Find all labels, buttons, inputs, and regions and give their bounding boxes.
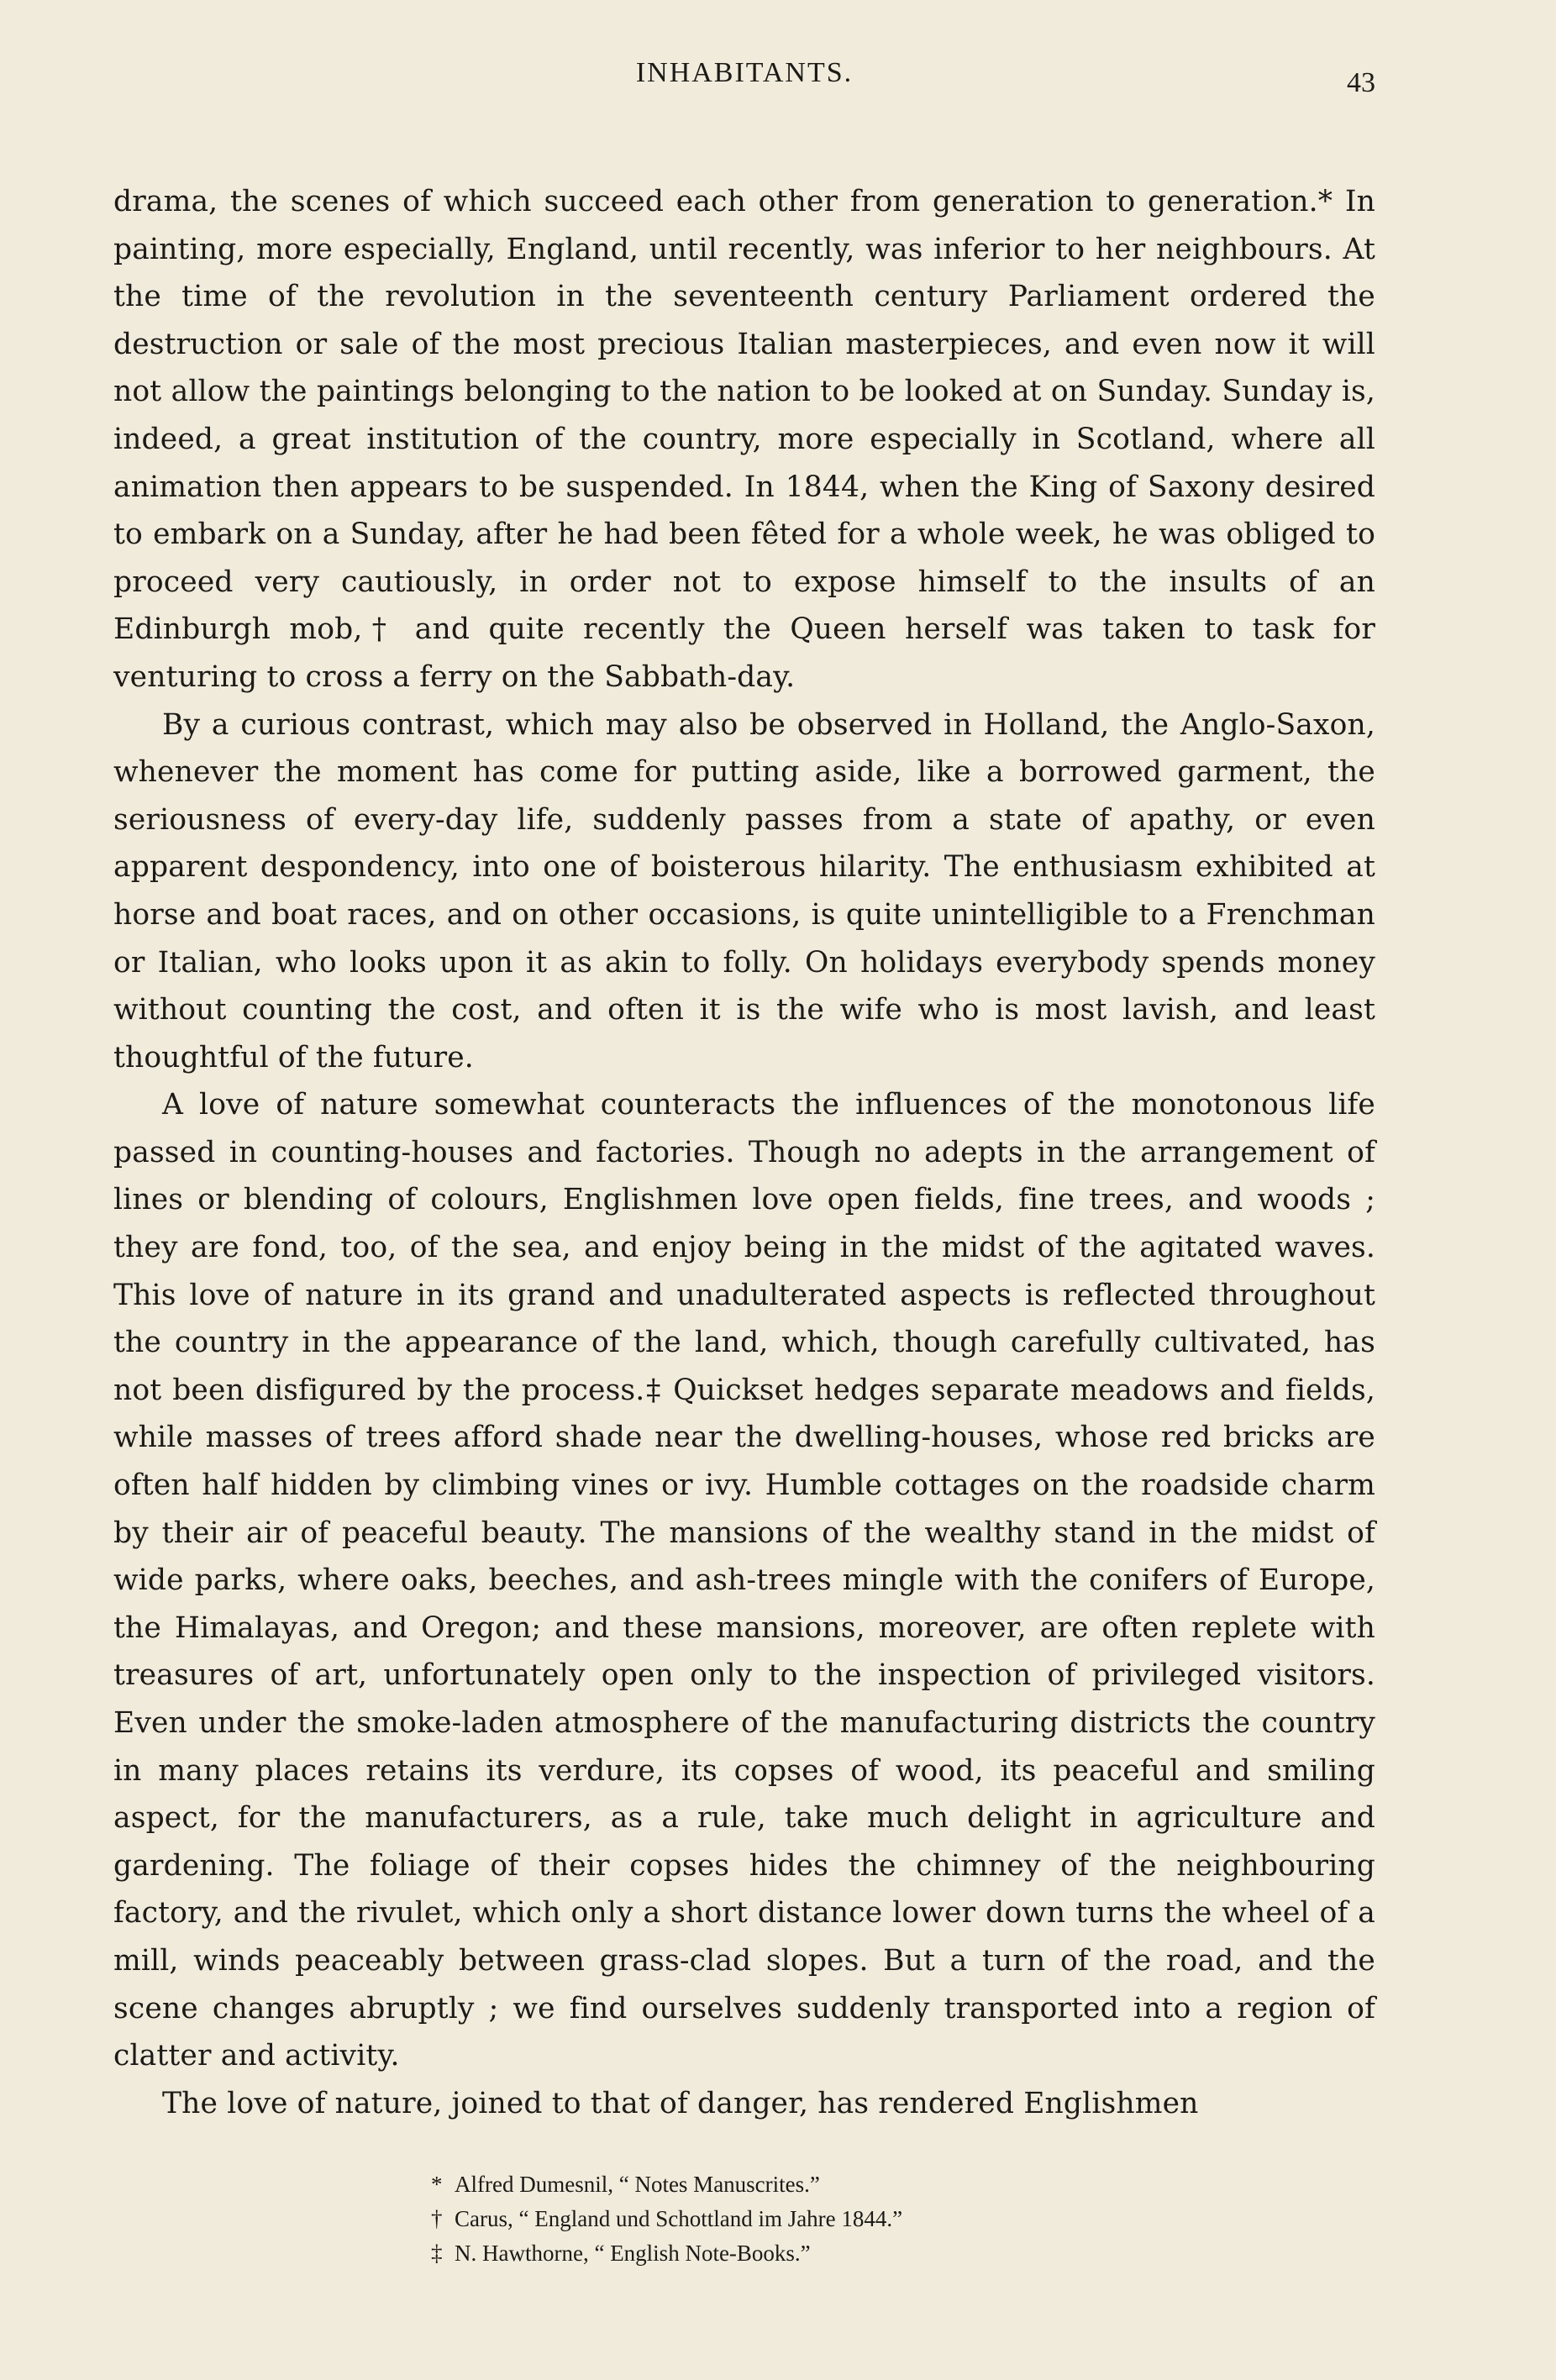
running-head <box>113 50 1375 96</box>
footnote-1 <box>431 2167 1375 2202</box>
paragraph-3: A love of nature somewhat counteracts the influences of the monotonous life passed in counting-houses and factories. Though no adepts in the arrangement of lines or blending of colours, Englishmen love open fields, fine trees, and woods ; they are fond, too, of the sea, and enjoy being in the midst of the agitated waves. This love of nature in its grand and unadulterated aspects is reflected throughout the country in the appearance of the land, which, though carefully cultivated, has not been disfigured by the process.‡ Quickset hedges separate meadows and fields, while masses of trees afford shade near the dwelling-houses, whose red bricks are often half hidden by climbing vines or ivy. Humble cottages on the roadside charm by their air of peaceful beauty. The mansions of the wealthy stand in the midst of wide parks, where oaks, beeches, and ash-trees mingle with the conifers of Europe, the Himalayas, and Oregon; and these mansions, moreover, are often replete with treasures of art, unfortunately open only to the inspection of privileged visitors. Even under the smoke-laden atmosphere of the manufacturing districts the country in many places retains its verdure, its copses of wood, its peaceful and smiling aspect, for the manufacturers, as a rule, take much delight in agriculture and gardening. The foliage of their copses hides the chimney of the neighbouring factory, and the rivulet, which only a short distance lower down turns the wheel of a mill, winds peaceably between grass-clad slopes. But a turn of the road, and the scene changes abruptly ; we find ourselves suddenly transported into a region of clatter and activity. <box>113 1088 1375 2073</box>
running-title: INHABITANTS. <box>635 57 854 88</box>
footnotes <box>113 2167 1375 2271</box>
paragraph-1: drama, the scenes of which succeed each other from generation to generation.* In painting, more especially, England, until recently, was inferior to her neighbours. At the time of the revolution in the seventeenth century Parliament ordered the destruction or sale of the most precious Italian masterpieces, and even now it will not allow the paintings belonging to the nation to be looked at on Sunday. Sunday is, indeed, a great institution of the country, more especially in Scotland, where all animation then appears to be suspended. In 1844, when the King of Saxony desired to embark on a Sunday, after he had been fêted for a whole week, he was obliged to proceed very cautiously, in order not to expose himself to the insults of an Edinburgh mob,† and quite recently the Queen herself was taken to task for venturing to cross a ferry on the Sabbath-day. <box>113 185 1375 694</box>
footnote-text: Alfred Dumesnil, “ Notes Manuscrites.” <box>455 2172 820 2198</box>
footnote-text: Carus, “ England und Schottland im Jahre 1844.” <box>455 2206 903 2232</box>
footnote-mark: † <box>431 2206 443 2232</box>
footnote-text: N. Hawthorne, “ English Note-Books.” <box>455 2241 811 2267</box>
footnote-2 <box>431 2202 1375 2236</box>
paragraph-2: By a curious contrast, which may also be observed in Holland, the Anglo-Saxon, whenever the moment has come for putting aside, like a borrowed garment, the seriousness of every-day life, suddenly passes from a state of apathy, or even apparent despondency, into one of boisterous hilarity. The enthusiasm exhibited at horse and boat races, and on other occasions, is quite unintelligible to a Frenchman or Italian, who looks upon it as akin to folly. On holidays everybody spends money without counting the cost, and often it is the wife who is most lavish, and least thoughtful of the future. <box>113 707 1375 1074</box>
paragraph-4: The love of nature, joined to that of danger, has rendered Englishmen <box>162 2086 1199 2120</box>
body-text <box>113 178 1375 2127</box>
footnote-3 <box>431 2236 1375 2271</box>
footnote-mark: * <box>431 2172 443 2198</box>
page-number: 43 <box>1347 67 1375 98</box>
footnote-mark: ‡ <box>431 2241 443 2267</box>
